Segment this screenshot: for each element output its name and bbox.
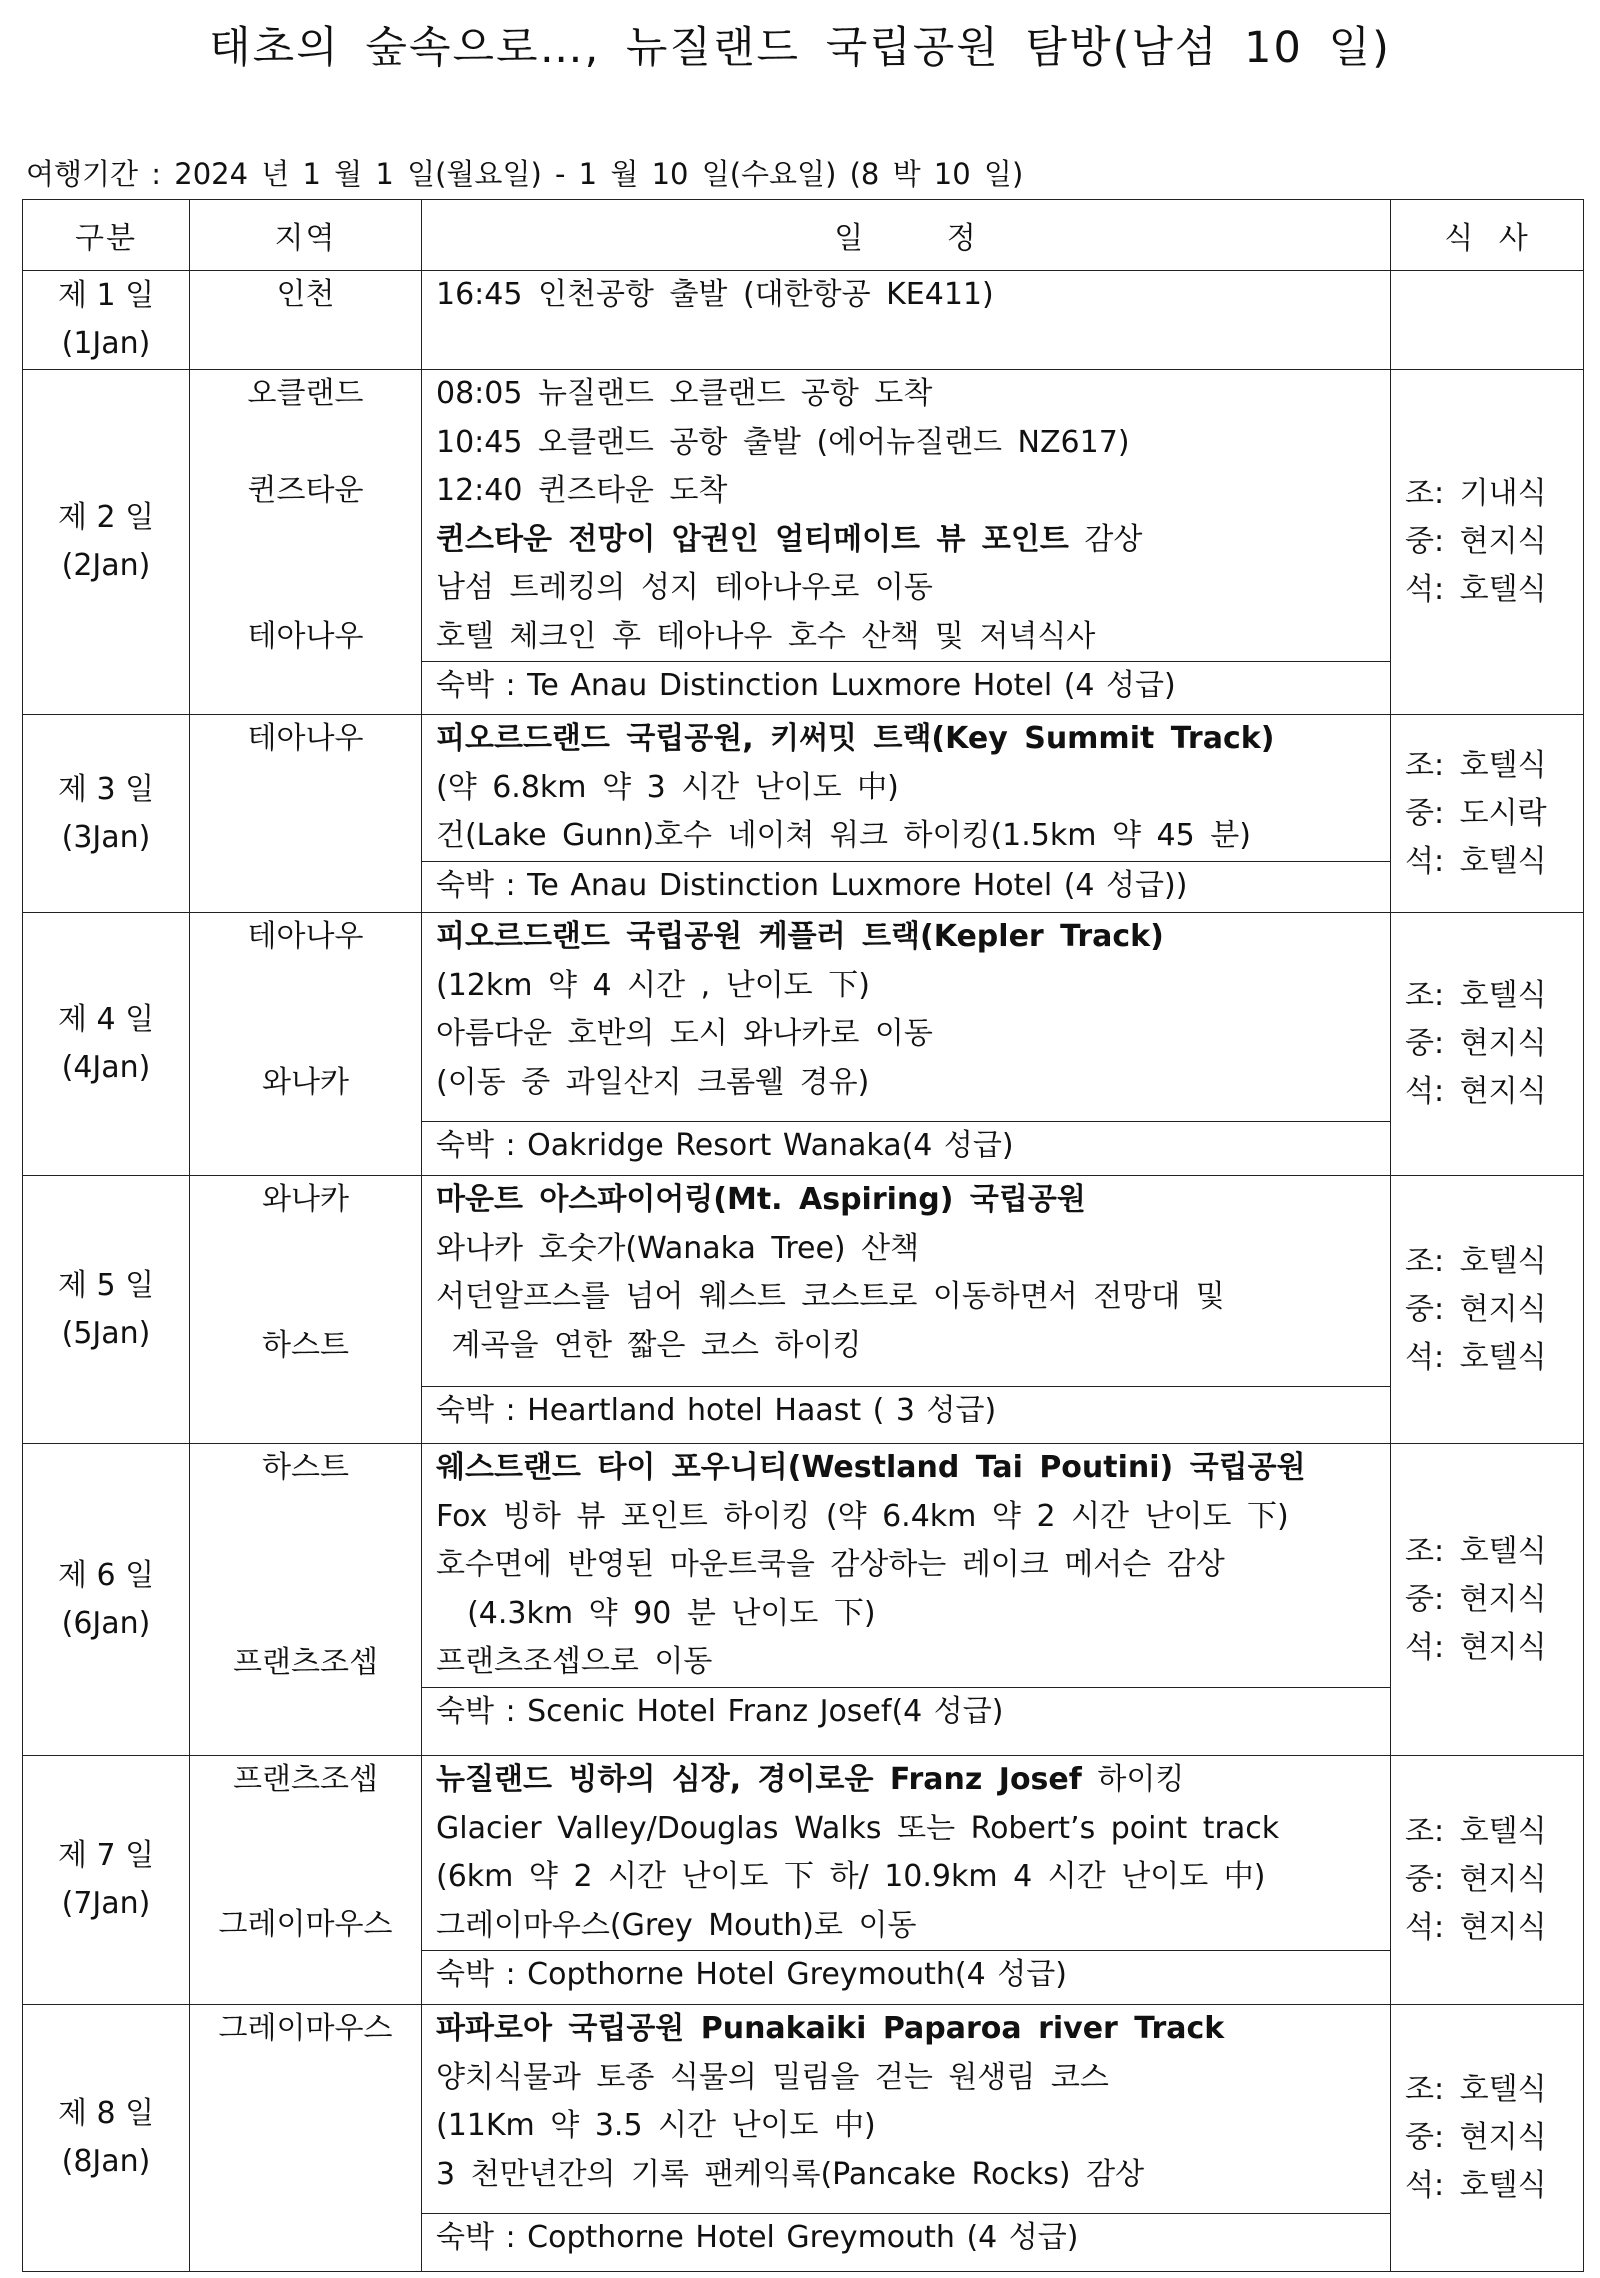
itinerary-table	[22, 199, 1584, 2272]
schedule-line: 16:45 인천공항 출발 (대한항공 KE411)	[436, 277, 994, 312]
schedule-line: 3 천만년간의 기록 팬케익록(Pancake Rocks) 감상	[436, 2156, 1145, 2192]
region-name: 테아나우	[247, 721, 364, 756]
day-date: (3Jan)	[61, 819, 151, 855]
hotel-line: 숙박 : Copthorne Hotel Greymouth (4 성급)	[422, 2213, 1390, 2262]
meal-breakfast: 조: 기내식	[1405, 476, 1547, 511]
schedule-line: 10:45 오클랜드 공항 출발 (에어뉴질랜드 NZ617)	[436, 424, 1130, 460]
day-cell	[23, 1444, 190, 1756]
day-date: (6Jan)	[61, 1605, 151, 1641]
meal-dinner: 석: 호텔식	[1405, 843, 1547, 879]
meal-dinner: 석: 현지식	[1405, 1074, 1547, 1109]
schedule-cell	[422, 913, 1391, 1176]
day-row-5	[23, 1176, 1584, 1444]
day-row-4	[23, 913, 1584, 1176]
region-name: 와나카	[262, 1065, 349, 1100]
day-date: (1Jan)	[61, 326, 151, 361]
meal-dinner: 석: 현지식	[1405, 1910, 1547, 1945]
schedule-cell	[422, 1176, 1391, 1444]
meal-dinner: 석: 호텔식	[1405, 2168, 1547, 2203]
region-name: 테아나우	[247, 619, 364, 654]
schedule-line: 계곡을 연한 짧은 코스 하이킹	[436, 1327, 862, 1363]
schedule-line: 호텔 체크인 후 테아나우 호수 산책 및 저녁식사	[436, 618, 1096, 654]
schedule-line: (6km 약 2 시간 난이도 下 하/ 10.9km 4 시간 난이도 中)	[436, 1859, 1266, 1894]
schedule-cell	[422, 1756, 1391, 2005]
day-row-2	[23, 370, 1584, 715]
hotel-line: 숙박 : Copthorne Hotel Greymouth(4 성급)	[422, 1950, 1390, 1999]
meal-lunch: 중: 현지식	[1405, 1026, 1547, 1061]
schedule-line: 12:40 퀸즈타운 도착	[436, 473, 728, 508]
schedule-line: Glacier Valley/Douglas Walks 또는 Robert’s point track	[436, 1810, 1280, 1846]
meal-lunch: 중: 현지식	[1405, 1291, 1547, 1327]
schedule-line: 프랜츠조셉으로 이동	[436, 1644, 713, 1679]
day-label: 제 3 일	[57, 771, 155, 807]
region-name: 퀸즈타운	[247, 473, 364, 508]
region-cell	[190, 913, 422, 1176]
region-name: 그레이마우스	[218, 2011, 393, 2046]
schedule-line: Fox 빙하 뷰 포인트 하이킹 (약 6.4km 약 2 시간 난이도 下)	[436, 1498, 1289, 1534]
region-cell	[190, 370, 422, 715]
day-date: (8Jan)	[61, 2144, 151, 2179]
region-name: 테아나우	[247, 919, 364, 954]
meal-cell	[1391, 913, 1584, 1176]
region-cell	[190, 715, 422, 913]
schedule-line: 남섬 트레킹의 성지 테아나우로 이동	[436, 570, 933, 605]
day-label: 제 6 일	[57, 1557, 155, 1593]
schedule-line: 아름다운 호반의 도시 와나카로 이동	[436, 1016, 933, 1051]
schedule-line: (11Km 약 3.5 시간 난이도 中)	[436, 2108, 876, 2143]
region-cell	[190, 1756, 422, 2005]
schedule-line: 08:05 뉴질랜드 오클랜드 공항 도착	[436, 376, 933, 411]
hotel-line: 숙박 : Te Anau Distinction Luxmore Hotel (4 성급))	[422, 861, 1390, 910]
schedule-cell	[422, 2005, 1391, 2272]
day-date: (5Jan)	[61, 1315, 151, 1351]
schedule-line	[422, 1756, 1390, 1805]
meal-breakfast: 조: 호텔식	[1405, 1533, 1547, 1569]
day-row-3	[23, 715, 1584, 913]
region-name: 하스트	[262, 1450, 349, 1485]
header-region: 지역	[190, 200, 422, 271]
schedule-line: (4.3km 약 90 분 난이도 下)	[436, 1595, 876, 1631]
meal-cell	[1391, 1444, 1584, 1756]
schedule-cell	[422, 370, 1391, 715]
day-label: 제 5 일	[57, 1267, 155, 1303]
day-date: (7Jan)	[61, 1886, 151, 1921]
day-date: (4Jan)	[61, 1050, 151, 1085]
hotel-line: 숙박 : Te Anau Distinction Luxmore Hotel (4 성급)	[422, 661, 1390, 710]
day-row-8	[23, 2005, 1584, 2272]
day-label: 제 1 일	[57, 278, 155, 313]
day-cell	[23, 715, 190, 913]
meal-lunch: 중: 현지식	[1405, 1862, 1547, 1897]
schedule-suffix: 감상	[1068, 521, 1143, 557]
schedule-line: 양치식물과 토종 식물의 밀림을 걷는 원생림 코스	[436, 2059, 1109, 2095]
highlight-text: 뉴질랜드 빙하의 심장, 경이로운 Franz Josef	[436, 1762, 1082, 1797]
schedule-line: (이동 중 과일산지 크롬웰 경유)	[436, 1064, 870, 1100]
meal-dinner: 석: 현지식	[1405, 1629, 1547, 1665]
meal-breakfast: 조: 호텔식	[1405, 1243, 1547, 1279]
header-meal: 식 사	[1391, 200, 1584, 271]
meal-breakfast: 조: 호텔식	[1405, 1814, 1547, 1849]
region-cell	[190, 2005, 422, 2272]
day-label: 제 2 일	[57, 500, 155, 535]
meal-cell	[1391, 271, 1584, 370]
day-label: 제 4 일	[57, 1002, 155, 1037]
schedule-line: 와나카 호숫가(Wanaka Tree) 산책	[436, 1230, 920, 1266]
region-name: 그레이마우스	[218, 1907, 393, 1942]
header-row	[23, 200, 1584, 271]
schedule-line: (약 6.8km 약 3 시간 난이도 中)	[436, 769, 899, 805]
meal-breakfast: 조: 호텔식	[1405, 978, 1547, 1013]
schedule-line: 그레이마우스(Grey Mouth)로 이동	[436, 1907, 917, 1943]
day-label: 제 8 일	[57, 2096, 155, 2131]
hotel-line: 숙박 : Scenic Hotel Franz Josef(4 성급)	[422, 1687, 1390, 1736]
meal-dinner: 석: 호텔식	[1405, 1339, 1547, 1375]
page-title: 태초의 숲속으로…, 뉴질랜드 국립공원 탐방(남섬 10 일)	[209, 23, 1391, 73]
schedule-cell	[422, 715, 1391, 913]
header-schedule: 일 정	[422, 200, 1391, 271]
meal-dinner: 석: 호텔식	[1405, 572, 1547, 607]
region-name: 와나카	[262, 1182, 349, 1217]
schedule-line: 피오르드랜드 국립공원 케플러 트랙(Kepler Track)	[436, 919, 1164, 954]
meal-cell	[1391, 2005, 1584, 2272]
day-row-6	[23, 1444, 1584, 1756]
schedule-suffix: 하이킹	[1081, 1762, 1185, 1797]
region-cell	[190, 1444, 422, 1756]
region-cell	[190, 271, 422, 370]
meal-cell	[1391, 1176, 1584, 1444]
meal-breakfast: 조: 호텔식	[1405, 747, 1547, 783]
day-cell	[23, 1176, 190, 1444]
schedule-line	[422, 516, 1390, 565]
schedule-cell	[422, 1444, 1391, 1756]
region-name: 오클랜드	[247, 376, 364, 411]
highlight-text: 퀸스타운 전망이 압권인 얼티메이트 뷰 포인트	[436, 521, 1069, 557]
schedule-line: 웨스트랜드 타이 포우니티(Westland Tai Poutini) 국립공원	[436, 1450, 1306, 1485]
meal-cell	[1391, 715, 1584, 913]
header-day: 구분	[23, 200, 190, 271]
schedule-line: 마운트 아스파이어링(Mt. Aspiring) 국립공원	[436, 1182, 1086, 1217]
region-name: 프랜츠조셉	[233, 1645, 378, 1680]
meal-cell	[1391, 1756, 1584, 2005]
day-row-1	[23, 271, 1584, 370]
schedule-cell	[422, 271, 1391, 370]
day-cell	[23, 370, 190, 715]
region-name: 인천	[276, 277, 335, 312]
meal-lunch: 중: 현지식	[1405, 524, 1547, 559]
day-label: 제 7 일	[57, 1838, 155, 1873]
day-cell	[23, 2005, 190, 2272]
hotel-line: 숙박 : Heartland hotel Haast ( 3 성급)	[422, 1386, 1390, 1435]
schedule-line: 피오르드랜드 국립공원, 키써밋 트랙(Key Summit Track)	[436, 721, 1275, 756]
day-row-7	[23, 1756, 1584, 2005]
schedule-line: (12km 약 4 시간 , 난이도 下)	[436, 967, 870, 1003]
schedule-line: 호수면에 반영된 마운트쿡을 감상하는 레이크 메서슨 감상	[436, 1547, 1225, 1582]
region-name: 하스트	[262, 1328, 349, 1363]
day-cell	[23, 1756, 190, 2005]
schedule-line: 파파로아 국립공원 Punakaiki Paparoa river Track	[436, 2011, 1225, 2046]
day-cell	[23, 271, 190, 370]
day-date: (2Jan)	[61, 548, 151, 583]
hotel-line: 숙박 : Oakridge Resort Wanaka(4 성급)	[422, 1121, 1390, 1170]
meal-lunch: 중: 현지식	[1405, 2120, 1547, 2155]
meal-lunch: 중: 현지식	[1405, 1581, 1547, 1617]
region-cell	[190, 1176, 422, 1444]
schedule-line: 건(Lake Gunn)호수 네이쳐 워크 하이킹(1.5km 약 45 분)	[436, 818, 1251, 853]
schedule-line: 서던알프스를 넘어 웨스트 코스트로 이동하면서 전망대 및	[436, 1279, 1225, 1314]
meal-breakfast: 조: 호텔식	[1405, 2072, 1547, 2107]
meal-cell	[1391, 370, 1584, 715]
day-cell	[23, 913, 190, 1176]
meal-lunch: 중: 도시락	[1405, 795, 1547, 831]
region-name: 프랜츠조셉	[233, 1762, 378, 1797]
travel-period: 여행기간 : 2024 년 1 월 1 일(월요일) - 1 월 10 일(수요일) (8 박 10 일)	[26, 157, 1024, 191]
